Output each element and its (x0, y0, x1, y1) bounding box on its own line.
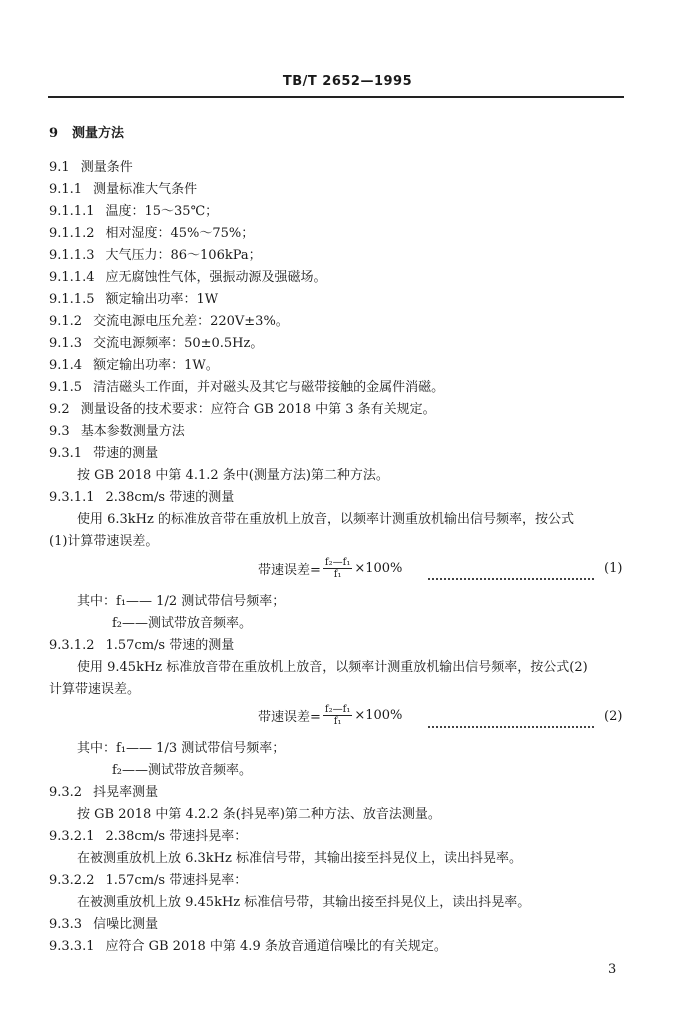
clause-9-1-5 (49, 380, 444, 396)
section-9-3-1-body: 按 GB 2018 中第 4.1.2 条中(测量方法)第二种方法。 (77, 468, 389, 483)
section-title: 测量条件 (80, 160, 133, 175)
clause-text: 额定输出功率：1W。 (93, 358, 219, 373)
clause-number: 9.1.1.1 (49, 204, 95, 219)
symbol-f1: f₁ (116, 741, 127, 756)
section-number: 9.3.2 (49, 785, 83, 800)
section-title: 2.38cm/s 带速抖晃率： (105, 829, 248, 844)
clause-text: 交流电源频率：50±0.5Hz。 (93, 336, 264, 351)
clause-number: 9.1.2 (49, 314, 83, 329)
section-title: 抖晃率测量 (93, 785, 159, 800)
clause-text: 交流电源电压允差：220V±3%。 (93, 314, 289, 329)
section-title: 带速的测量 (93, 446, 159, 461)
clause-number: 9.1.1.5 (49, 292, 95, 307)
section-number: 9.3.1.2 (49, 638, 95, 653)
clause-text: 温度：15～35℃； (105, 204, 219, 219)
where-clause-2-f2 (112, 763, 252, 779)
formula-2 (258, 700, 402, 730)
section-number: 9.3 (49, 424, 70, 439)
formula-fraction (323, 557, 352, 580)
symbol-f2: f₂ (112, 616, 123, 631)
section-9-3-2-1-body: 在被测重放机上放 6.3kHz 标准信号带，其输出接至抖晃仪上，读出抖晃率。 (77, 851, 523, 866)
section-9-3-2-2-heading (49, 873, 247, 889)
clause-9-1-1-4 (49, 270, 327, 286)
clause-9-1-4 (49, 358, 219, 374)
clause-number: 9.1.1.3 (49, 248, 95, 263)
clause-9-1-1-1 (49, 204, 218, 220)
section-number: 9.1 (49, 160, 70, 175)
section-9-3-3-heading (49, 917, 158, 933)
section-title: 测量方法 (72, 126, 125, 141)
section-9-heading (49, 126, 124, 142)
clause-9-2 (49, 402, 436, 418)
clause-number: 9.2 (49, 402, 70, 417)
formula-lhs: 带速误差= (258, 562, 321, 578)
clause-number: 9.1.1.2 (49, 226, 95, 241)
leader-dots (428, 562, 594, 580)
clause-9-1-2 (49, 314, 289, 330)
section-9-3-1-heading (49, 446, 158, 462)
clause-number: 9.3.3.1 (49, 939, 95, 954)
section-title: 2.38cm/s 带速的测量 (105, 490, 235, 505)
clause-number: 9.1.4 (49, 358, 83, 373)
formula-lhs: 带速误差= (258, 709, 321, 725)
fraction-numerator: f₂—f₁ (324, 556, 351, 568)
document-code-header: TB/T 2652—1995 (282, 74, 413, 89)
symbol-f1: f₁ (116, 594, 127, 609)
section-9-3-2-2-body: 在被测重放机上放 9.45kHz 标准信号带，其输出接至抖晃仪上，读出抖晃率。 (77, 895, 531, 910)
clause-text: 应无腐蚀性气体，强振动源及强磁场。 (105, 270, 327, 285)
clause-text: 测量设备的技术要求：应符合 GB 2018 中第 3 条有关规定。 (80, 402, 436, 417)
section-9-1-1-heading (49, 182, 197, 198)
symbol-f2-desc: ——测试带放音频率。 (122, 616, 253, 631)
where-clause-2-f1 (77, 741, 285, 757)
section-title: 信噪比测量 (93, 917, 159, 932)
formula-fraction (323, 704, 352, 727)
section-9-3-1-2-heading (49, 638, 234, 654)
section-number: 9.3.2.2 (49, 873, 95, 888)
where-lead: 其中： (77, 594, 117, 609)
clause-text: 应符合 GB 2018 中第 4.9 条放音通道信噪比的有关规定。 (105, 939, 447, 954)
section-title: 1.57cm/s 带速的测量 (105, 638, 235, 653)
equation-number: (1) (604, 561, 623, 576)
fraction-denominator: f₁ (333, 568, 342, 580)
section-9-3-1-1-body-line1: 使用 6.3kHz 的标准放音带在重放机上放音，以频率计测重放机输出信号频率，按公式 (77, 512, 575, 527)
section-9-3-2-heading (49, 785, 158, 801)
leader-dots (428, 710, 594, 728)
clause-9-1-1-2 (49, 226, 254, 242)
section-title: 1.57cm/s 带速抖晃率： (105, 873, 248, 888)
section-9-3-2-body: 按 GB 2018 中第 4.2.2 条(抖晃率)第二种方法、放音法测量。 (77, 807, 441, 822)
clause-text: 相对湿度：45%～75%； (105, 226, 255, 241)
where-lead: 其中： (77, 741, 117, 756)
section-number: 9.3.2.1 (49, 829, 95, 844)
section-9-3-1-1-heading (49, 490, 234, 506)
symbol-f1-desc: —— 1/2 测试带信号频率； (126, 594, 286, 609)
symbol-f1-desc: —— 1/3 测试带信号频率； (126, 741, 286, 756)
formula-rhs: ×100% (354, 560, 403, 576)
section-9-3-2-1-heading (49, 829, 247, 845)
symbol-f2-desc: ——测试带放音频率。 (122, 763, 253, 778)
where-clause-1-f1 (77, 594, 285, 610)
section-title: 测量标准大气条件 (93, 182, 198, 197)
section-number: 9.3.3 (49, 917, 83, 932)
clause-text: 清洁磁头工作面，并对磁头及其它与磁带接触的金属件消磁。 (93, 380, 445, 395)
section-9-3-heading (49, 424, 185, 440)
fraction-numerator: f₂—f₁ (324, 703, 351, 715)
clause-9-1-3 (49, 336, 263, 352)
page-number: 3 (608, 962, 617, 977)
clause-9-1-1-5 (49, 292, 218, 308)
header-rule (48, 96, 624, 98)
symbol-f2: f₂ (112, 763, 123, 778)
clause-9-1-1-3 (49, 248, 262, 264)
section-number: 9.3.1.1 (49, 490, 95, 505)
clause-number: 9.1.1.4 (49, 270, 95, 285)
clause-9-3-3-1 (49, 939, 447, 955)
fraction-denominator: f₁ (333, 715, 342, 727)
clause-text: 额定输出功率：1W (105, 292, 219, 307)
clause-number: 9.1.5 (49, 380, 83, 395)
section-title: 基本参数测量方法 (80, 424, 185, 439)
section-number: 9 (49, 126, 59, 141)
formula-rhs: ×100% (354, 707, 403, 723)
section-number: 9.3.1 (49, 446, 83, 461)
where-clause-1-f2 (112, 616, 252, 632)
equation-number: (2) (604, 709, 623, 724)
section-9-3-1-2-body-line1: 使用 9.45kHz 标准放音带在重放机上放音，以频率计测重放机输出信号频率，按公式(2) (77, 660, 588, 675)
formula-1 (258, 553, 402, 583)
clause-number: 9.1.3 (49, 336, 83, 351)
section-number: 9.1.1 (49, 182, 83, 197)
section-9-3-1-2-body-line2: 计算带速误差。 (49, 682, 141, 697)
clause-text: 大气压力：86～106kPa； (105, 248, 262, 263)
section-9-3-1-1-body-line2: (1)计算带速误差。 (49, 534, 159, 549)
section-9-1-heading (49, 160, 133, 176)
